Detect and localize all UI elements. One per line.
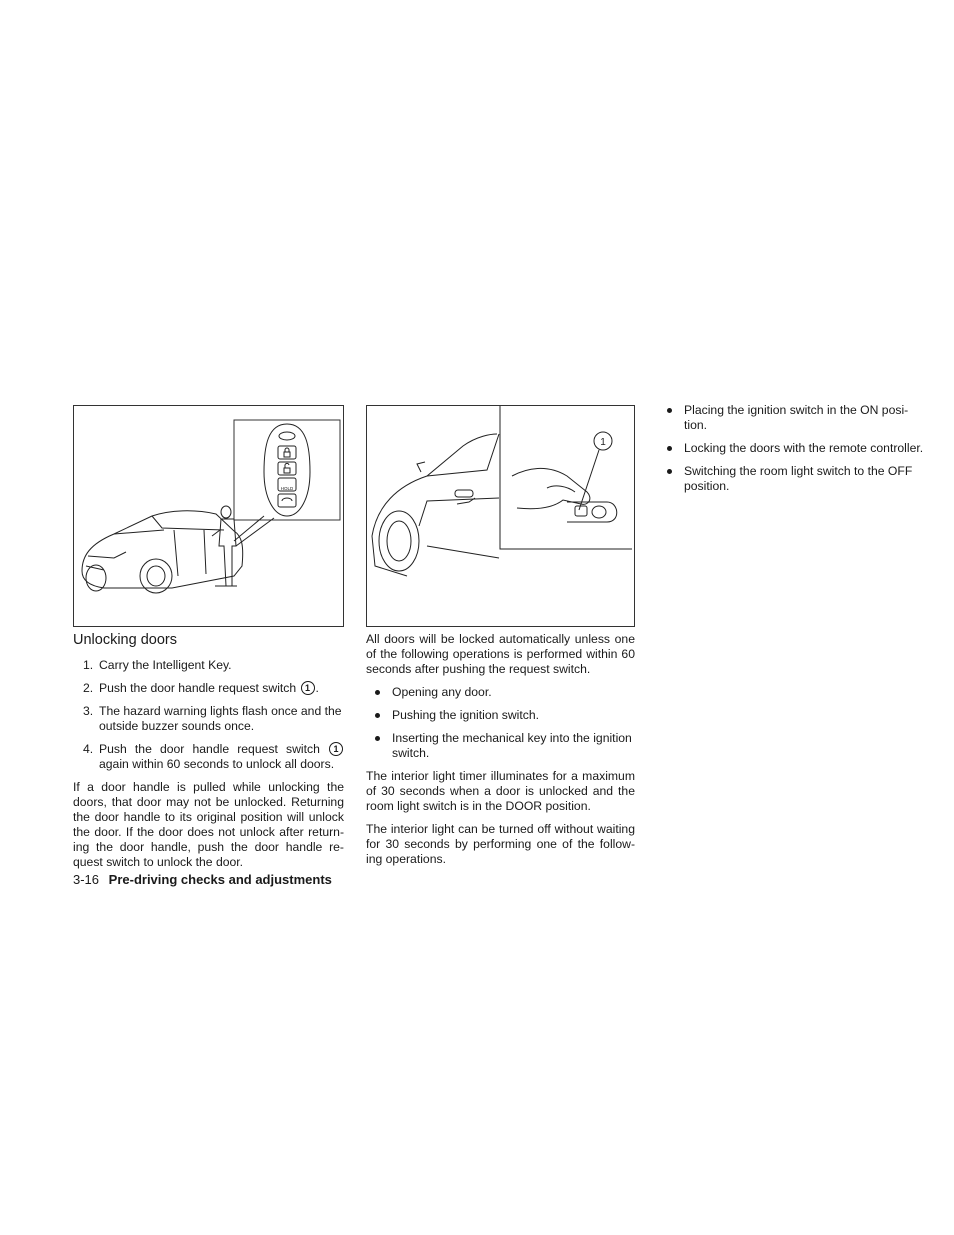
body-paragraph: The interior light can be turned off without waiting for 30 seconds by performing one of the follow-ing operations.	[366, 822, 635, 866]
key-fob-hold-label: HOLD	[280, 486, 294, 491]
list-item: 1. Carry the Intelligent Key.	[83, 658, 232, 672]
list-item: 2. Push the door handle request switch 1 .	[83, 681, 319, 695]
section-heading: Unlocking doors	[73, 632, 177, 648]
body-paragraph: If a door handle is pulled while unlocking the doors, that door may not be unlocked. Returning the door handle to its original position will unlock the door. If the door does not unlock after return-ing the door handle, push the door handle re-quest switch to unlock the door.	[73, 780, 344, 869]
car-key-illustration	[74, 406, 343, 626]
list-item: Pushing the ignition switch.	[366, 708, 635, 723]
body-paragraph: The interior light timer illuminates for a maximum of 30 seconds when a door is unlocked and the room light switch is in the DOOR position.	[366, 769, 635, 813]
callout-marker: 1	[329, 742, 343, 756]
figure-car-and-key	[73, 405, 344, 627]
middle-column	[366, 632, 635, 875]
steps-list	[73, 658, 344, 772]
bullet-list	[658, 403, 927, 494]
callout-marker: 1	[301, 681, 315, 695]
list-item: Placing the ignition switch in the ON posi-tion.	[658, 403, 927, 433]
left-column	[73, 633, 344, 878]
list-item: Locking the doors with the remote controller.	[658, 441, 927, 456]
body-paragraph: All doors will be locked automatically unless one of the following operations is performed within 60 seconds after pushing the request switch.	[366, 632, 635, 676]
list-item: Inserting the mechanical key into the ignition switch.	[366, 731, 635, 761]
handle-callout-number: 1	[600, 437, 606, 448]
section-title: Pre-driving checks and adjustments	[108, 872, 332, 887]
list-item: 3. The hazard warning lights flash once and the outside buzzer sounds once.	[83, 704, 342, 733]
list-item: Switching the room light switch to the OFF position.	[658, 464, 927, 494]
door-handle-illustration	[367, 406, 634, 626]
page-number: 3-16	[73, 872, 100, 887]
figure-door-handle	[366, 405, 635, 627]
page-footer	[73, 872, 332, 887]
right-column	[658, 403, 927, 502]
list-item: 4. Push the door handle request switch 1 again within 60 seconds to unlock all doors.	[73, 742, 344, 772]
bullet-list	[366, 685, 635, 761]
list-item: Opening any door.	[366, 685, 635, 700]
